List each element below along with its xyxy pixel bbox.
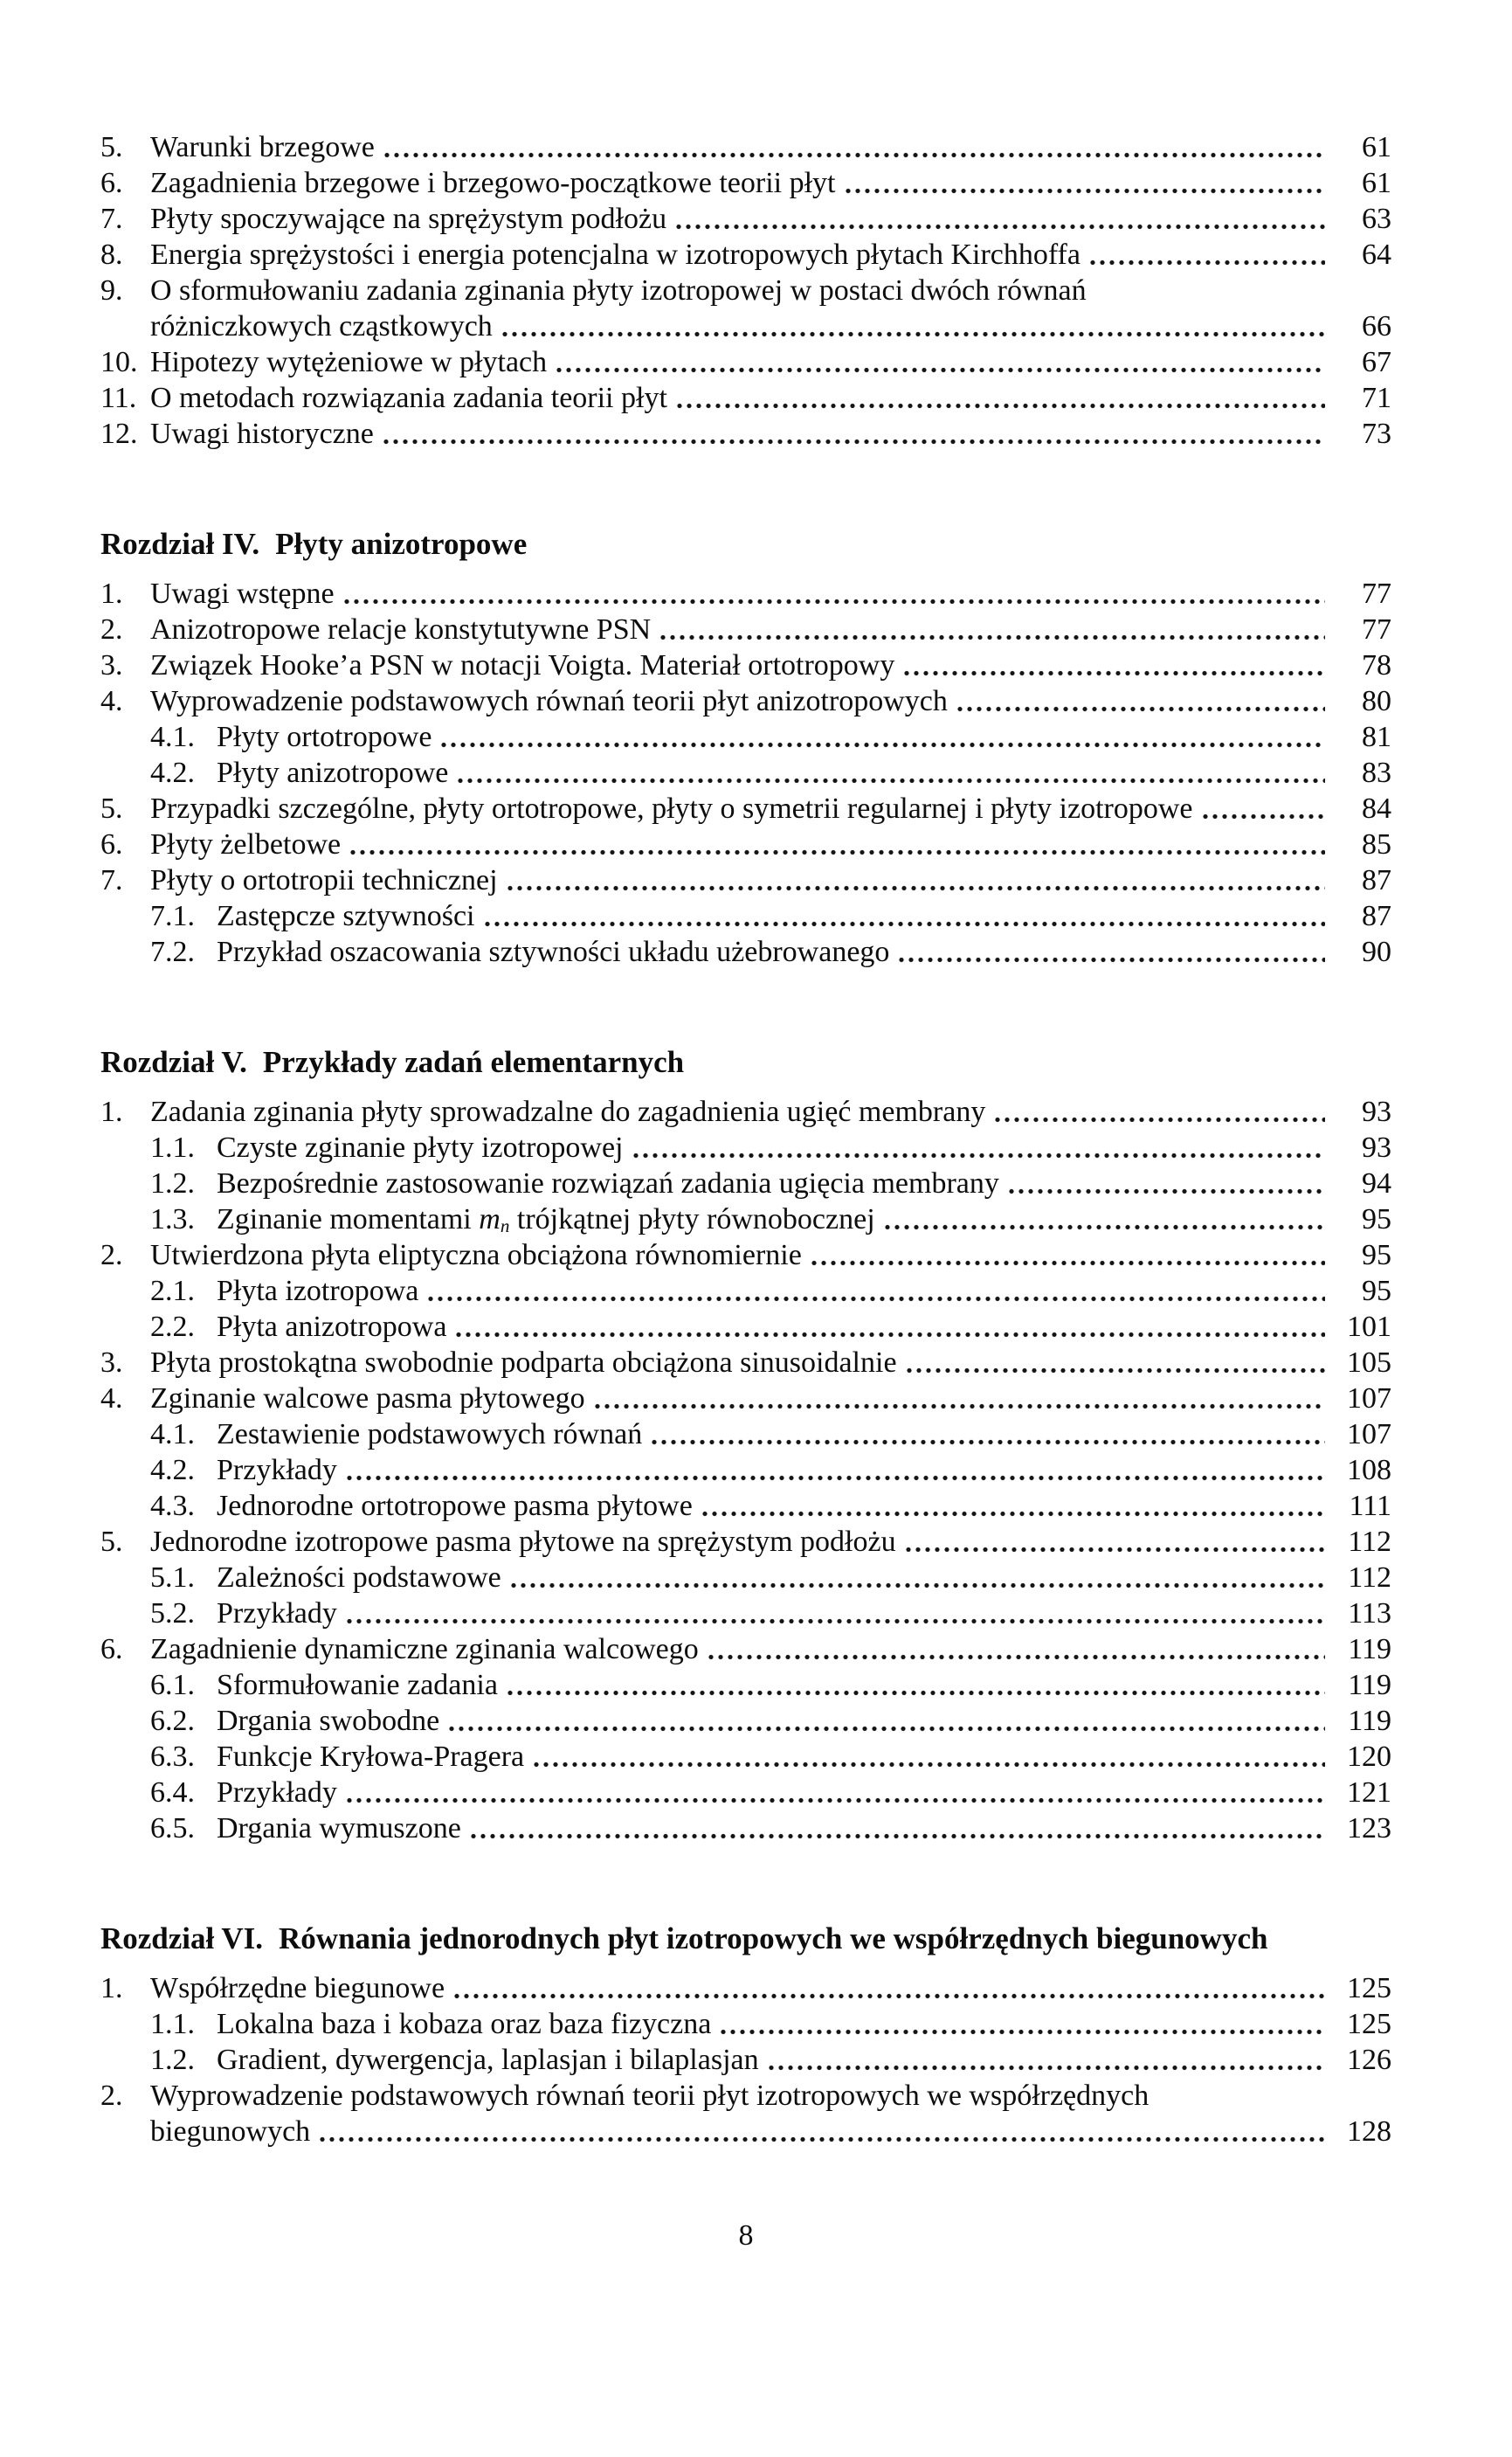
dot-leader — [956, 705, 1325, 713]
entry-page: 90 — [1362, 936, 1391, 968]
entry-title: Płyty spoczywające na sprężystym podłożu — [150, 203, 667, 235]
entry-title: Wyprowadzenie podstawowych równań teorii płyt anizotropowych — [150, 685, 948, 717]
entry-page: 66 — [1362, 310, 1391, 343]
entry-title: Zginanie walcowe pasma płytowego — [150, 1382, 585, 1415]
entry-title: Utwierdzona płyta eliptyczna obciążona równomiernie — [150, 1239, 802, 1271]
entry-title: Płyta prostokątna swobodnie podparta obciążona sinusoidalnie — [150, 1346, 897, 1379]
math-symbol: n — [500, 1215, 510, 1236]
entry-number: 6. — [100, 828, 123, 861]
toc-entry — [100, 1345, 1391, 1381]
toc-entry — [100, 1810, 1391, 1846]
dot-leader — [453, 1992, 1325, 2000]
entry-page: 95 — [1362, 1275, 1391, 1307]
toc-entry — [100, 1416, 1391, 1452]
toc-entry — [100, 1237, 1391, 1273]
toc-entry — [100, 1094, 1391, 1130]
entry-title: Przypadki szczególne, płyty ortotropowe, płyty o symetrii regularnej i płyty izotropowe — [150, 792, 1193, 825]
toc-entry — [100, 683, 1391, 719]
entry-title: Bezpośrednie zastosowanie rozwiązań zadania ugięcia membrany — [217, 1167, 999, 1200]
entry-title: Przykłady — [217, 1454, 337, 1486]
entry-page: 67 — [1362, 346, 1391, 378]
chapter-heading — [100, 1920, 1391, 1958]
entry-number: 7.2. — [150, 936, 195, 968]
toc-entry — [100, 719, 1391, 755]
entry-number: 12. — [100, 418, 138, 450]
entry-title: biegunowych — [150, 2115, 311, 2148]
entry-title: Sformułowanie zadania — [217, 1669, 498, 1701]
entry-page: 61 — [1362, 131, 1391, 163]
entry-page: 105 — [1347, 1346, 1391, 1379]
dot-leader — [903, 669, 1325, 677]
toc-section-items — [100, 1970, 1391, 2149]
entry-number: 6.5. — [150, 1812, 195, 1844]
dot-leader — [346, 1617, 1325, 1625]
entry-page: 125 — [1347, 2008, 1391, 2040]
toc-entry — [100, 1309, 1391, 1345]
dot-leader — [720, 2028, 1325, 2036]
entry-number: 1. — [100, 1096, 123, 1128]
entry-number: 2. — [100, 613, 123, 646]
entry-number: 3. — [100, 649, 123, 682]
entry-number: 6. — [100, 167, 123, 199]
entry-number: 4.2. — [150, 1454, 195, 1486]
entry-title: Współrzędne biegunowe — [150, 1972, 445, 2004]
toc-entry — [100, 1452, 1391, 1488]
toc-entry — [100, 237, 1391, 273]
toc-entry — [100, 1631, 1391, 1667]
entry-page: 128 — [1347, 2115, 1391, 2148]
dot-leader — [440, 741, 1325, 749]
entry-page: 95 — [1362, 1203, 1391, 1235]
entry-number: 5. — [100, 131, 123, 163]
dot-leader — [346, 1796, 1325, 1804]
entry-page: 119 — [1348, 1633, 1391, 1665]
toc-entry — [100, 129, 1391, 165]
entry-page: 95 — [1362, 1239, 1391, 1271]
dot-leader — [708, 1653, 1325, 1661]
entry-number: 9. — [100, 274, 123, 307]
dot-leader — [884, 1223, 1325, 1231]
entry-title: Drgania swobodne — [217, 1705, 440, 1737]
entry-title: Lokalna baza i kobaza oraz baza fizyczna — [217, 2008, 712, 2040]
entry-title: Zastępcze sztywności — [217, 900, 475, 932]
entry-number: 1. — [100, 1972, 123, 2004]
entry-page: 120 — [1347, 1741, 1391, 1773]
dot-leader — [701, 1510, 1325, 1518]
dot-leader — [845, 187, 1325, 195]
entry-title: Drgania wymuszone — [217, 1812, 461, 1844]
entry-title: Czyste zginanie płyty izotropowej — [217, 1132, 624, 1164]
entry-number: 1.2. — [150, 1167, 195, 1200]
toc-entry — [100, 1488, 1391, 1524]
entry-page: 101 — [1347, 1311, 1391, 1343]
page-number-footer — [100, 2218, 1391, 2253]
dot-leader — [676, 402, 1325, 410]
dot-leader — [383, 151, 1325, 159]
entry-title: Energia sprężystości i energia potencjalna w izotropowych płytach Kirchhoffa — [150, 239, 1080, 271]
entry-title: Anizotropowe relacje konstytutywne PSN — [150, 613, 652, 646]
toc-entry — [100, 380, 1391, 416]
entry-page: 77 — [1362, 578, 1391, 610]
toc-entry — [100, 1775, 1391, 1810]
toc-entry — [100, 1130, 1391, 1166]
toc-entry — [100, 1739, 1391, 1775]
entry-page: 85 — [1362, 828, 1391, 861]
dot-leader — [470, 1832, 1325, 1840]
toc-section-items — [100, 576, 1391, 970]
entry-page: 80 — [1362, 685, 1391, 717]
dot-leader — [349, 848, 1325, 856]
toc-entry — [100, 2042, 1391, 2078]
entry-page: 125 — [1347, 1972, 1391, 2004]
dot-leader — [556, 366, 1325, 374]
entry-page: 119 — [1348, 1669, 1391, 1701]
toc-entry — [100, 344, 1391, 380]
entry-page: 108 — [1347, 1454, 1391, 1486]
entry-page: 126 — [1347, 2044, 1391, 2076]
entry-page: 78 — [1362, 649, 1391, 682]
entry-number: 4.3. — [150, 1490, 195, 1522]
entry-page: 83 — [1362, 757, 1391, 789]
entry-page: 77 — [1362, 613, 1391, 646]
toc-entry — [100, 934, 1391, 970]
entry-page: 107 — [1347, 1382, 1391, 1415]
dot-leader — [427, 1295, 1325, 1303]
entry-title: Jednorodne ortotropowe pasma płytowe — [217, 1490, 693, 1522]
entry-page: 61 — [1362, 167, 1391, 199]
entry-page: 111 — [1349, 1490, 1391, 1522]
entry-title: Funkcje Kryłowa-Pragera — [217, 1741, 525, 1773]
entry-title: różniczkowych cząstkowych — [150, 310, 493, 343]
entry-number: 5. — [100, 1526, 123, 1558]
entry-page: 71 — [1362, 382, 1391, 414]
dot-leader — [343, 598, 1325, 606]
entry-title-text: Zginanie momentami — [217, 1203, 480, 1235]
entry-title: Hipotezy wytężeniowe w płytach — [150, 346, 548, 378]
entry-page: 93 — [1362, 1132, 1391, 1164]
entry-page: 121 — [1347, 1776, 1391, 1809]
entry-page: 93 — [1362, 1096, 1391, 1128]
dot-leader — [455, 1331, 1325, 1339]
toc-entry-continuation — [100, 2114, 1391, 2149]
entry-title: Płyty o ortotropii technicznej — [150, 864, 498, 896]
entry-title: Jednorodne izotropowe pasma płytowe na sprężystym podłożu — [150, 1526, 896, 1558]
entry-title: Związek Hooke’a PSN w notacji Voigta. Materiał ortotropowy — [150, 649, 895, 682]
page-number: 8 — [738, 2219, 754, 2252]
dot-leader — [319, 2135, 1325, 2143]
chapter-heading — [100, 525, 1391, 564]
entry-page: 87 — [1362, 900, 1391, 932]
entry-page: 119 — [1348, 1705, 1391, 1737]
toc-entry — [100, 862, 1391, 898]
toc-entry — [100, 201, 1391, 237]
entry-number: 1.3. — [150, 1203, 195, 1235]
dot-leader — [906, 1367, 1325, 1374]
entry-title: Gradient, dywergencja, laplasjan i bilaplasjan — [217, 2044, 759, 2076]
entry-page: 63 — [1362, 203, 1391, 235]
dot-leader — [1089, 259, 1325, 266]
entry-number: 7. — [100, 864, 123, 896]
dot-leader — [651, 1438, 1325, 1446]
dot-leader — [457, 777, 1325, 785]
toc-entry — [100, 576, 1391, 612]
entry-title: Warunki brzegowe — [150, 131, 375, 163]
entry-title: Zadania zginania płyty sprowadzalne do zagadnienia ugięć membrany — [150, 1096, 986, 1128]
entry-number: 2.1. — [150, 1275, 195, 1307]
entry-title — [217, 1201, 875, 1241]
entry-title: O metodach rozwiązania zadania teorii płyt — [150, 382, 667, 414]
entry-page: 123 — [1347, 1812, 1391, 1844]
entry-number: 5. — [100, 792, 123, 825]
dot-leader — [905, 1546, 1325, 1554]
dot-leader — [501, 330, 1325, 338]
entry-title: Zagadnienie dynamiczne zginania walcowego — [150, 1633, 699, 1665]
entry-page: 112 — [1348, 1561, 1391, 1594]
toc-entry — [100, 1703, 1391, 1739]
entry-title: Płyty ortotropowe — [217, 721, 432, 753]
toc-section-items — [100, 129, 1391, 452]
entry-number: 4.2. — [150, 757, 195, 789]
toc-entry — [100, 1273, 1391, 1309]
entry-page: 64 — [1362, 239, 1391, 271]
entry-number: 1.1. — [150, 1132, 195, 1164]
dot-leader — [594, 1402, 1325, 1410]
dot-leader — [811, 1259, 1325, 1267]
chapter-label: Rozdział V. — [100, 1045, 247, 1079]
dot-leader — [632, 1152, 1326, 1159]
toc-entry — [100, 1595, 1391, 1631]
dot-leader — [768, 2064, 1325, 2072]
entry-number: 6.4. — [150, 1776, 195, 1809]
entry-number: 1. — [100, 578, 123, 610]
toc-entry — [100, 1201, 1391, 1237]
entry-number: 2.2. — [150, 1311, 195, 1343]
entry-number: 1.1. — [150, 2008, 195, 2040]
entry-number: 7.1. — [150, 900, 195, 932]
toc-entry — [100, 165, 1391, 201]
toc-entry — [100, 898, 1391, 934]
entry-number: 7. — [100, 203, 123, 235]
entry-number: 5.1. — [150, 1561, 195, 1594]
math-symbol: m — [479, 1203, 501, 1235]
entry-title: Wyprowadzenie podstawowych równań teorii płyt izotropowych we współrzędnych — [150, 2080, 1150, 2112]
toc-entry — [100, 827, 1391, 862]
entry-number: 6.2. — [150, 1705, 195, 1737]
entry-title: Przykłady — [217, 1597, 337, 1630]
entry-number: 2. — [100, 2080, 123, 2112]
toc-entry — [100, 612, 1391, 647]
entry-title: Płyty żelbetowe — [150, 828, 342, 861]
dot-leader — [484, 920, 1326, 928]
toc-content — [100, 129, 1391, 2149]
chapter-heading — [100, 1043, 1391, 1082]
chapter-label: Rozdział VI. — [100, 1921, 264, 1955]
entry-number: 4. — [100, 1382, 123, 1415]
toc-entry — [100, 1381, 1391, 1416]
toc-section-items — [100, 1094, 1391, 1846]
entry-number: 2. — [100, 1239, 123, 1271]
toc-entry — [100, 1166, 1391, 1201]
entry-page: 94 — [1362, 1167, 1391, 1200]
entry-title: Przykład oszacowania sztywności układu użebrowanego — [217, 936, 890, 968]
entry-title: Płyty anizotropowe — [217, 757, 449, 789]
dot-leader — [659, 633, 1325, 641]
toc-entry — [100, 1667, 1391, 1703]
dot-leader — [507, 884, 1325, 892]
entry-title: O sformułowaniu zadania zginania płyty izotropowej w postaci dwóch równań — [150, 274, 1087, 307]
entry-number: 8. — [100, 239, 123, 271]
entry-page: 84 — [1362, 792, 1391, 825]
dot-leader — [448, 1725, 1325, 1733]
chapter-title: Równania jednorodnych płyt izotropowych we współrzędnych biegunowych — [279, 1921, 1268, 1955]
entry-number: 4.1. — [150, 1418, 195, 1450]
toc-entry — [100, 791, 1391, 827]
entry-title-text: trójkątnej płyty równobocznej — [509, 1203, 875, 1235]
entry-page: 73 — [1362, 418, 1391, 450]
entry-number: 5.2. — [150, 1597, 195, 1630]
entry-number: 6.1. — [150, 1669, 195, 1701]
dot-leader — [994, 1116, 1325, 1124]
entry-title: Zestawienie podstawowych równań — [217, 1418, 643, 1450]
entry-number: 6.3. — [150, 1741, 195, 1773]
toc-entry — [100, 416, 1391, 452]
chapter-label: Rozdział IV. — [100, 527, 260, 561]
dot-leader — [383, 438, 1325, 446]
entry-number: 6. — [100, 1633, 123, 1665]
toc-entry — [100, 273, 1391, 308]
chapter-title: Przykłady zadań elementarnych — [262, 1045, 685, 1079]
toc-entry — [100, 647, 1391, 683]
entry-title: Zależności podstawowe — [217, 1561, 501, 1594]
dot-leader — [1008, 1187, 1325, 1195]
entry-title: Uwagi historyczne — [150, 418, 374, 450]
entry-page: 113 — [1348, 1597, 1391, 1630]
entry-title: Uwagi wstępne — [150, 578, 335, 610]
toc-entry-continuation — [100, 308, 1391, 344]
entry-page: 112 — [1348, 1526, 1391, 1558]
entry-number: 4.1. — [150, 721, 195, 753]
toc-entry — [100, 1560, 1391, 1595]
entry-page: 107 — [1347, 1418, 1391, 1450]
toc-entry — [100, 755, 1391, 791]
entry-page: 87 — [1362, 864, 1391, 896]
entry-number: 1.2. — [150, 2044, 195, 2076]
entry-number: 4. — [100, 685, 123, 717]
entry-number: 10. — [100, 346, 138, 378]
dot-leader — [898, 956, 1325, 964]
toc-entry — [100, 1970, 1391, 2006]
dot-leader — [507, 1689, 1325, 1697]
toc-entry — [100, 2078, 1391, 2114]
entry-page: 81 — [1362, 721, 1391, 753]
toc-entry — [100, 2006, 1391, 2042]
entry-title: Przykłady — [217, 1776, 337, 1809]
dot-leader — [533, 1761, 1325, 1768]
dot-leader — [675, 223, 1325, 231]
entry-title: Zagadnienia brzegowe i brzegowo-początkowe teorii płyt — [150, 167, 836, 199]
entry-number: 11. — [100, 382, 137, 414]
chapter-title: Płyty anizotropowe — [275, 527, 528, 561]
dot-leader — [346, 1474, 1325, 1482]
dot-leader — [510, 1581, 1325, 1589]
entry-number: 3. — [100, 1346, 123, 1379]
dot-leader — [1202, 813, 1326, 820]
toc-entry — [100, 1524, 1391, 1560]
entry-title: Płyta anizotropowa — [217, 1311, 447, 1343]
entry-title: Płyta izotropowa — [217, 1275, 419, 1307]
